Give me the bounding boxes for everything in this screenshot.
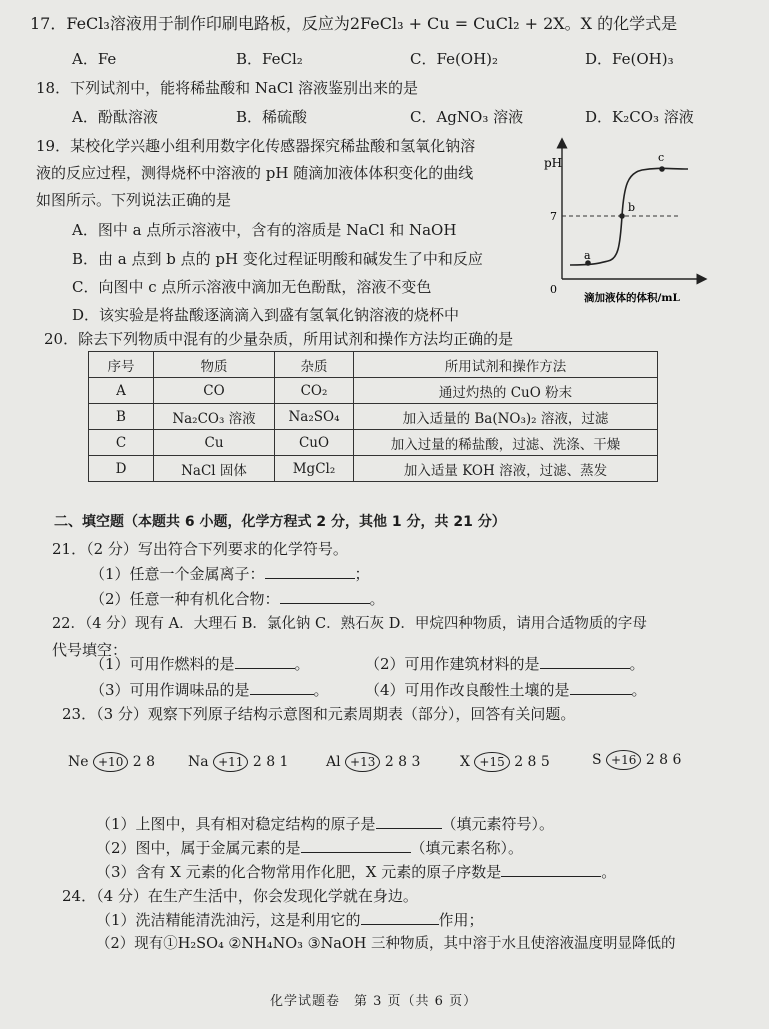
atom-diagram-ne: [68, 752, 155, 772]
x-axis-label: 滴加液体的体积/mL: [584, 292, 680, 304]
page-footer: 化学试题卷 第 3 页（共 6 页）: [270, 994, 478, 1009]
atom-symbol: X: [460, 754, 470, 770]
table-cell: A: [89, 378, 154, 404]
point-b-marker: [619, 213, 625, 219]
q19-stem-line3: 如图所示。下列说法正确的是: [36, 191, 232, 209]
q23-part3-text: （3）含有 X 元素的化合物常用作化肥，X 元素的原子序数是: [96, 863, 502, 881]
q21-part2-blank[interactable]: [280, 589, 370, 604]
atom-diagram-al: [326, 752, 420, 772]
q23-part1-end: （填元素符号）。: [441, 815, 555, 833]
q22-part3-end: 。: [313, 681, 329, 699]
table-header: 杂质: [275, 352, 354, 378]
q22-part4-blank[interactable]: [570, 680, 632, 695]
q21-part2-end: 。: [369, 590, 385, 608]
q17-stem: 17．FeCl₃溶液用于制作印刷电路板，反应为2FeCl₃ + Cu = CuCl₂ + 2X。X 的化学式是: [30, 14, 678, 33]
nucleus: +11: [213, 752, 248, 772]
q18-option-c: C．AgNO₃ 溶液: [410, 108, 524, 126]
q22-part1: [90, 654, 310, 674]
q21-part2-text: （2）任意一种有机化合物：: [90, 590, 280, 608]
electron-shells: 2 8 6: [645, 752, 682, 768]
q18-option-a: A．酚酞溶液: [72, 108, 158, 126]
table-cell: B: [89, 404, 154, 430]
q22-part1-end: 。: [294, 655, 310, 673]
q17-option-c: C．Fe(OH)₂: [410, 50, 499, 68]
q21-part1: [90, 564, 370, 584]
q23-stem: 23．（3 分）观察下列原子结构示意图和元素周期表（部分），回答有关问题。: [62, 705, 576, 723]
table-row: [89, 430, 658, 456]
atom-diagram-na: [188, 752, 288, 772]
q23-part1: [96, 814, 554, 834]
table-cell: Na₂CO₃ 溶液: [154, 404, 275, 430]
q22-part4-text: （4）可用作改良酸性土壤的是: [365, 681, 570, 699]
atom-diagram-x: [460, 752, 550, 772]
atom-symbol: Na: [188, 754, 209, 770]
q24-part1-end: 作用；: [438, 911, 484, 929]
table-header-row: [89, 352, 658, 378]
table-row: [89, 404, 658, 430]
nucleus: +15: [474, 752, 509, 772]
q18-option-d: D．K₂CO₃ 溶液: [585, 108, 694, 126]
table-header: 序号: [89, 352, 154, 378]
q19-option-a: A．图中 a 点所示溶液中，含有的溶质是 NaCl 和 NaOH: [72, 221, 457, 239]
point-a-label: a: [584, 249, 591, 262]
atom-symbol: S: [592, 752, 602, 768]
table-header: 所用试剂和操作方法: [354, 352, 658, 378]
electron-shells: 2 8 3: [384, 754, 421, 770]
q21-part1-end: ；: [354, 565, 370, 583]
table-cell: NaCl 固体: [154, 456, 275, 482]
table-cell: CO: [154, 378, 275, 404]
table-cell: D: [89, 456, 154, 482]
origin-label: 0: [550, 283, 557, 296]
q21-part2: [90, 589, 385, 609]
q22-part4: [365, 680, 647, 700]
atom-symbol: Al: [326, 754, 341, 770]
q17-option-d: D．Fe(OH)₃: [585, 50, 674, 68]
q22-part3: [90, 680, 329, 700]
ph7-label: 7: [550, 210, 557, 223]
q22-stem: 22．（4 分）现有 A．大理石 B．氯化钠 C．熟石灰 D．甲烷四种物质，请用合适物质的字母: [52, 616, 647, 632]
q23-part3: [96, 862, 616, 882]
point-c-marker: [659, 166, 665, 172]
q22-part4-end: 。: [631, 681, 647, 699]
table-cell: CuO: [275, 430, 354, 456]
q20-stem: 20．除去下列物质中混有的少量杂质，所用试剂和操作方法均正确的是: [44, 330, 514, 348]
q22-part2-text: （2）可用作建筑材料的是: [365, 655, 540, 673]
ph-titration-graph: [540, 135, 710, 307]
q21-part1-blank[interactable]: [265, 564, 355, 579]
q19-stem-line2: 液的反应过程，测得烧杯中溶液的 pH 随滴加液体体积变化的曲线: [36, 164, 474, 182]
q23-part2-text: （2）图中，属于金属元素的是: [96, 839, 301, 857]
q22-part1-blank[interactable]: [235, 654, 295, 669]
q24-stem: 24．（4 分）在生产生活中，你会发现化学就在身边。: [62, 887, 418, 905]
q22-part3-text: （3）可用作调味品的是: [90, 681, 250, 699]
y-axis-label: pH: [544, 156, 563, 170]
point-c-label: c: [658, 151, 665, 164]
table-cell: C: [89, 430, 154, 456]
q22-part1-text: （1）可用作燃料的是: [90, 655, 235, 673]
table-cell: 加入适量 KOH 溶液，过滤、蒸发: [354, 456, 658, 482]
q19-stem-line1: 19．某校化学兴趣小组利用数字化传感器探究稀盐酸和氢氧化钠溶: [36, 137, 476, 155]
electron-shells: 2 8: [132, 754, 156, 770]
q23-part1-blank[interactable]: [376, 814, 442, 829]
q17-option-b: B．FeCl₂: [236, 50, 303, 68]
q19-option-c: C．向图中 c 点所示溶液中滴加无色酚酞，溶液不变色: [72, 278, 432, 296]
q23-part2: [96, 838, 523, 858]
q23-part2-blank[interactable]: [301, 838, 411, 853]
q18-stem: 18．下列试剂中，能将稀盐酸和 NaCl 溶液鉴别出来的是: [36, 79, 418, 97]
q19-option-d: D．该实验是将盐酸逐滴滴入到盛有氢氧化钠溶液的烧杯中: [72, 306, 460, 324]
nucleus: +16: [606, 750, 641, 770]
q21-part1-text: （1）任意一个金属离子：: [90, 565, 265, 583]
table-cell: 加入适量的 Ba(NO₃)₂ 溶液，过滤: [354, 404, 658, 430]
q18-option-b: B．稀硫酸: [236, 108, 308, 126]
q24-part1-blank[interactable]: [361, 910, 439, 925]
table-header: 物质: [154, 352, 275, 378]
q22-part2: [365, 654, 645, 674]
q21-stem: 21．（2 分）写出符合下列要求的化学符号。: [52, 540, 348, 558]
table-row: [89, 378, 658, 404]
nucleus: +13: [345, 752, 380, 772]
q23-part1-text: （1）上图中，具有相对稳定结构的原子是: [96, 815, 376, 833]
table-row: [89, 456, 658, 482]
q22-part2-blank[interactable]: [540, 654, 630, 669]
table-cell: 加入过量的稀盐酸，过滤、洗涤、干燥: [354, 430, 658, 456]
atom-symbol: Ne: [68, 754, 89, 770]
section-2-heading: 二、填空题（本题共 6 小题，化学方程式 2 分，其他 1 分，共 21 分）: [54, 514, 506, 530]
q20-table: [88, 351, 658, 482]
table-cell: MgCl₂: [275, 456, 354, 482]
q24-part1: [96, 910, 484, 930]
atom-diagram-s: [592, 750, 681, 770]
electron-shells: 2 8 1: [252, 754, 289, 770]
q23-part3-blank[interactable]: [501, 862, 601, 877]
table-cell: Cu: [154, 430, 275, 456]
table-cell: 通过灼热的 CuO 粉末: [354, 378, 658, 404]
q23-part2-end: （填元素名称）。: [410, 839, 524, 857]
point-b-label: b: [628, 201, 636, 214]
electron-shells: 2 8 5: [514, 754, 550, 770]
nucleus: +10: [93, 752, 128, 772]
q24-part2: （2）现有①H₂SO₄ ②NH₄NO₃ ③NaOH 三种物质，其中溶于水且使溶液温度明显降低的: [96, 936, 676, 952]
q22-stem-line2: 代号填空：: [52, 641, 128, 659]
q24-part1-text: （1）洗洁精能清洗油污，这是利用它的: [96, 911, 361, 929]
q19-option-b: B．由 a 点到 b 点的 pH 变化过程证明酸和碱发生了中和反应: [72, 250, 483, 268]
q22-part3-blank[interactable]: [250, 680, 314, 695]
table-cell: Na₂SO₄: [275, 404, 354, 430]
q22-part2-end: 。: [629, 655, 645, 673]
q23-part3-end: 。: [601, 863, 617, 881]
table-cell: CO₂: [275, 378, 354, 404]
q17-option-a: A．Fe: [72, 50, 117, 68]
